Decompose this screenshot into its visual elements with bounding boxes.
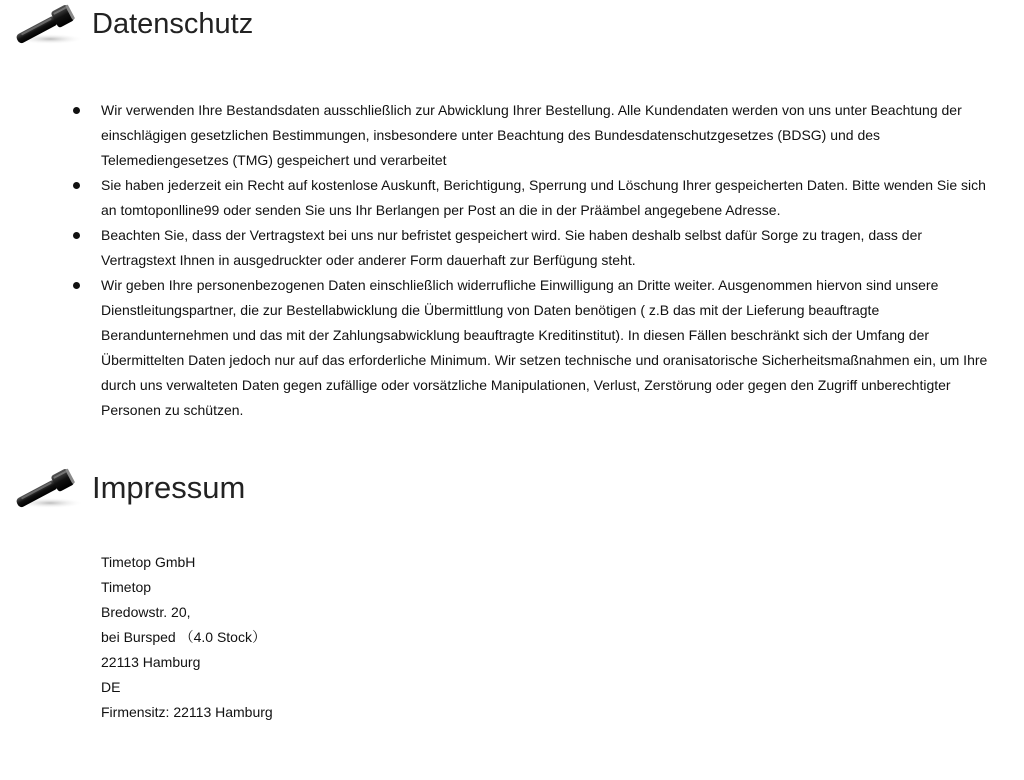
bullet-icon (73, 182, 80, 189)
bullet-icon (73, 107, 80, 114)
impressum-header (6, 464, 245, 512)
list-item (72, 173, 992, 223)
datenschutz-title: Datenschutz (92, 7, 254, 40)
flashlight-icon (6, 464, 84, 512)
list-item-text: Wir verwenden Ihre Bestandsdaten ausschließlich zur Abwicklung Ihrer Bestellung. Alle Kundendaten werden von uns unter Beachtung der einschlägigen gesetzlichen Bestimmungen, insbesondere unter Beachtung des Bundesdatenschutzgesetzes (BDSG) und des Telemediengesetzes (TMG) gespeichert und verarbeitet (101, 102, 962, 168)
street-address: Bredowstr. 20, (101, 604, 191, 620)
country: DE (101, 679, 121, 695)
flashlight-icon (6, 0, 84, 48)
impressum-address (101, 550, 701, 725)
company-name: Timetop GmbH (101, 554, 196, 570)
datenschutz-header (6, 0, 253, 48)
list-item-text: Sie haben jederzeit ein Recht auf kostenlose Auskunft, Berichtigung, Sperrung und Löschung Ihrer gespeicherten Daten. Bitte wenden Sie sich an tomtoponlline99 oder senden Sie uns Ihr Berlangen per Post an die in der Präämbel angegebene Adresse. (101, 177, 986, 218)
postal-city: 22113 Hamburg (101, 654, 201, 670)
company-seat: Firmensitz: 22113 Hamburg (101, 704, 273, 720)
list-item (72, 98, 992, 173)
impressum-title: Impressum (92, 470, 246, 505)
bullet-icon (73, 232, 80, 239)
list-item-text: Beachten Sie, dass der Vertragstext bei uns nur befristet gespeichert wird. Sie haben deshalb selbst dafür Sorge zu tragen, dass der Vertragstext Ihnen in ausgedruckter oder anderer Form dauerhaft zur Berfügung steht. (101, 227, 923, 268)
brand-name: Timetop (101, 579, 152, 595)
list-item (72, 273, 992, 423)
address-note: bei Bursped （4.0 Stock） (101, 629, 266, 645)
datenschutz-list (72, 98, 992, 423)
list-item-text: Wir geben Ihre personenbezogenen Daten einschließlich widerrufliche Einwilligung an Dritte weiter. Ausgenommen hiervon sind unsere Dienstleitungspartner, die zur Bestellabwicklung die Übermittlung von Daten benötigen ( z.B das mit der Lieferung beauftragte Berandunternehmen und das mit der Zahlungsabwicklung beauftragte Kreditinstitut). In diesen Fällen beschränkt sich der Umfang der Übermittelten Daten jedoch nur auf das erforderliche Minimum. Wir setzen technische und oranisatorische Sicherheitsmaßnahmen ein, um Ihre durch uns verwalteten Daten gegen zufällige oder vorsätzliche Manipulationen, Verlust, Zerstörung oder gegen den Zugriff unberechtigter Personen zu schützen. (101, 277, 988, 418)
bullet-icon (73, 282, 80, 289)
list-item (72, 223, 992, 273)
